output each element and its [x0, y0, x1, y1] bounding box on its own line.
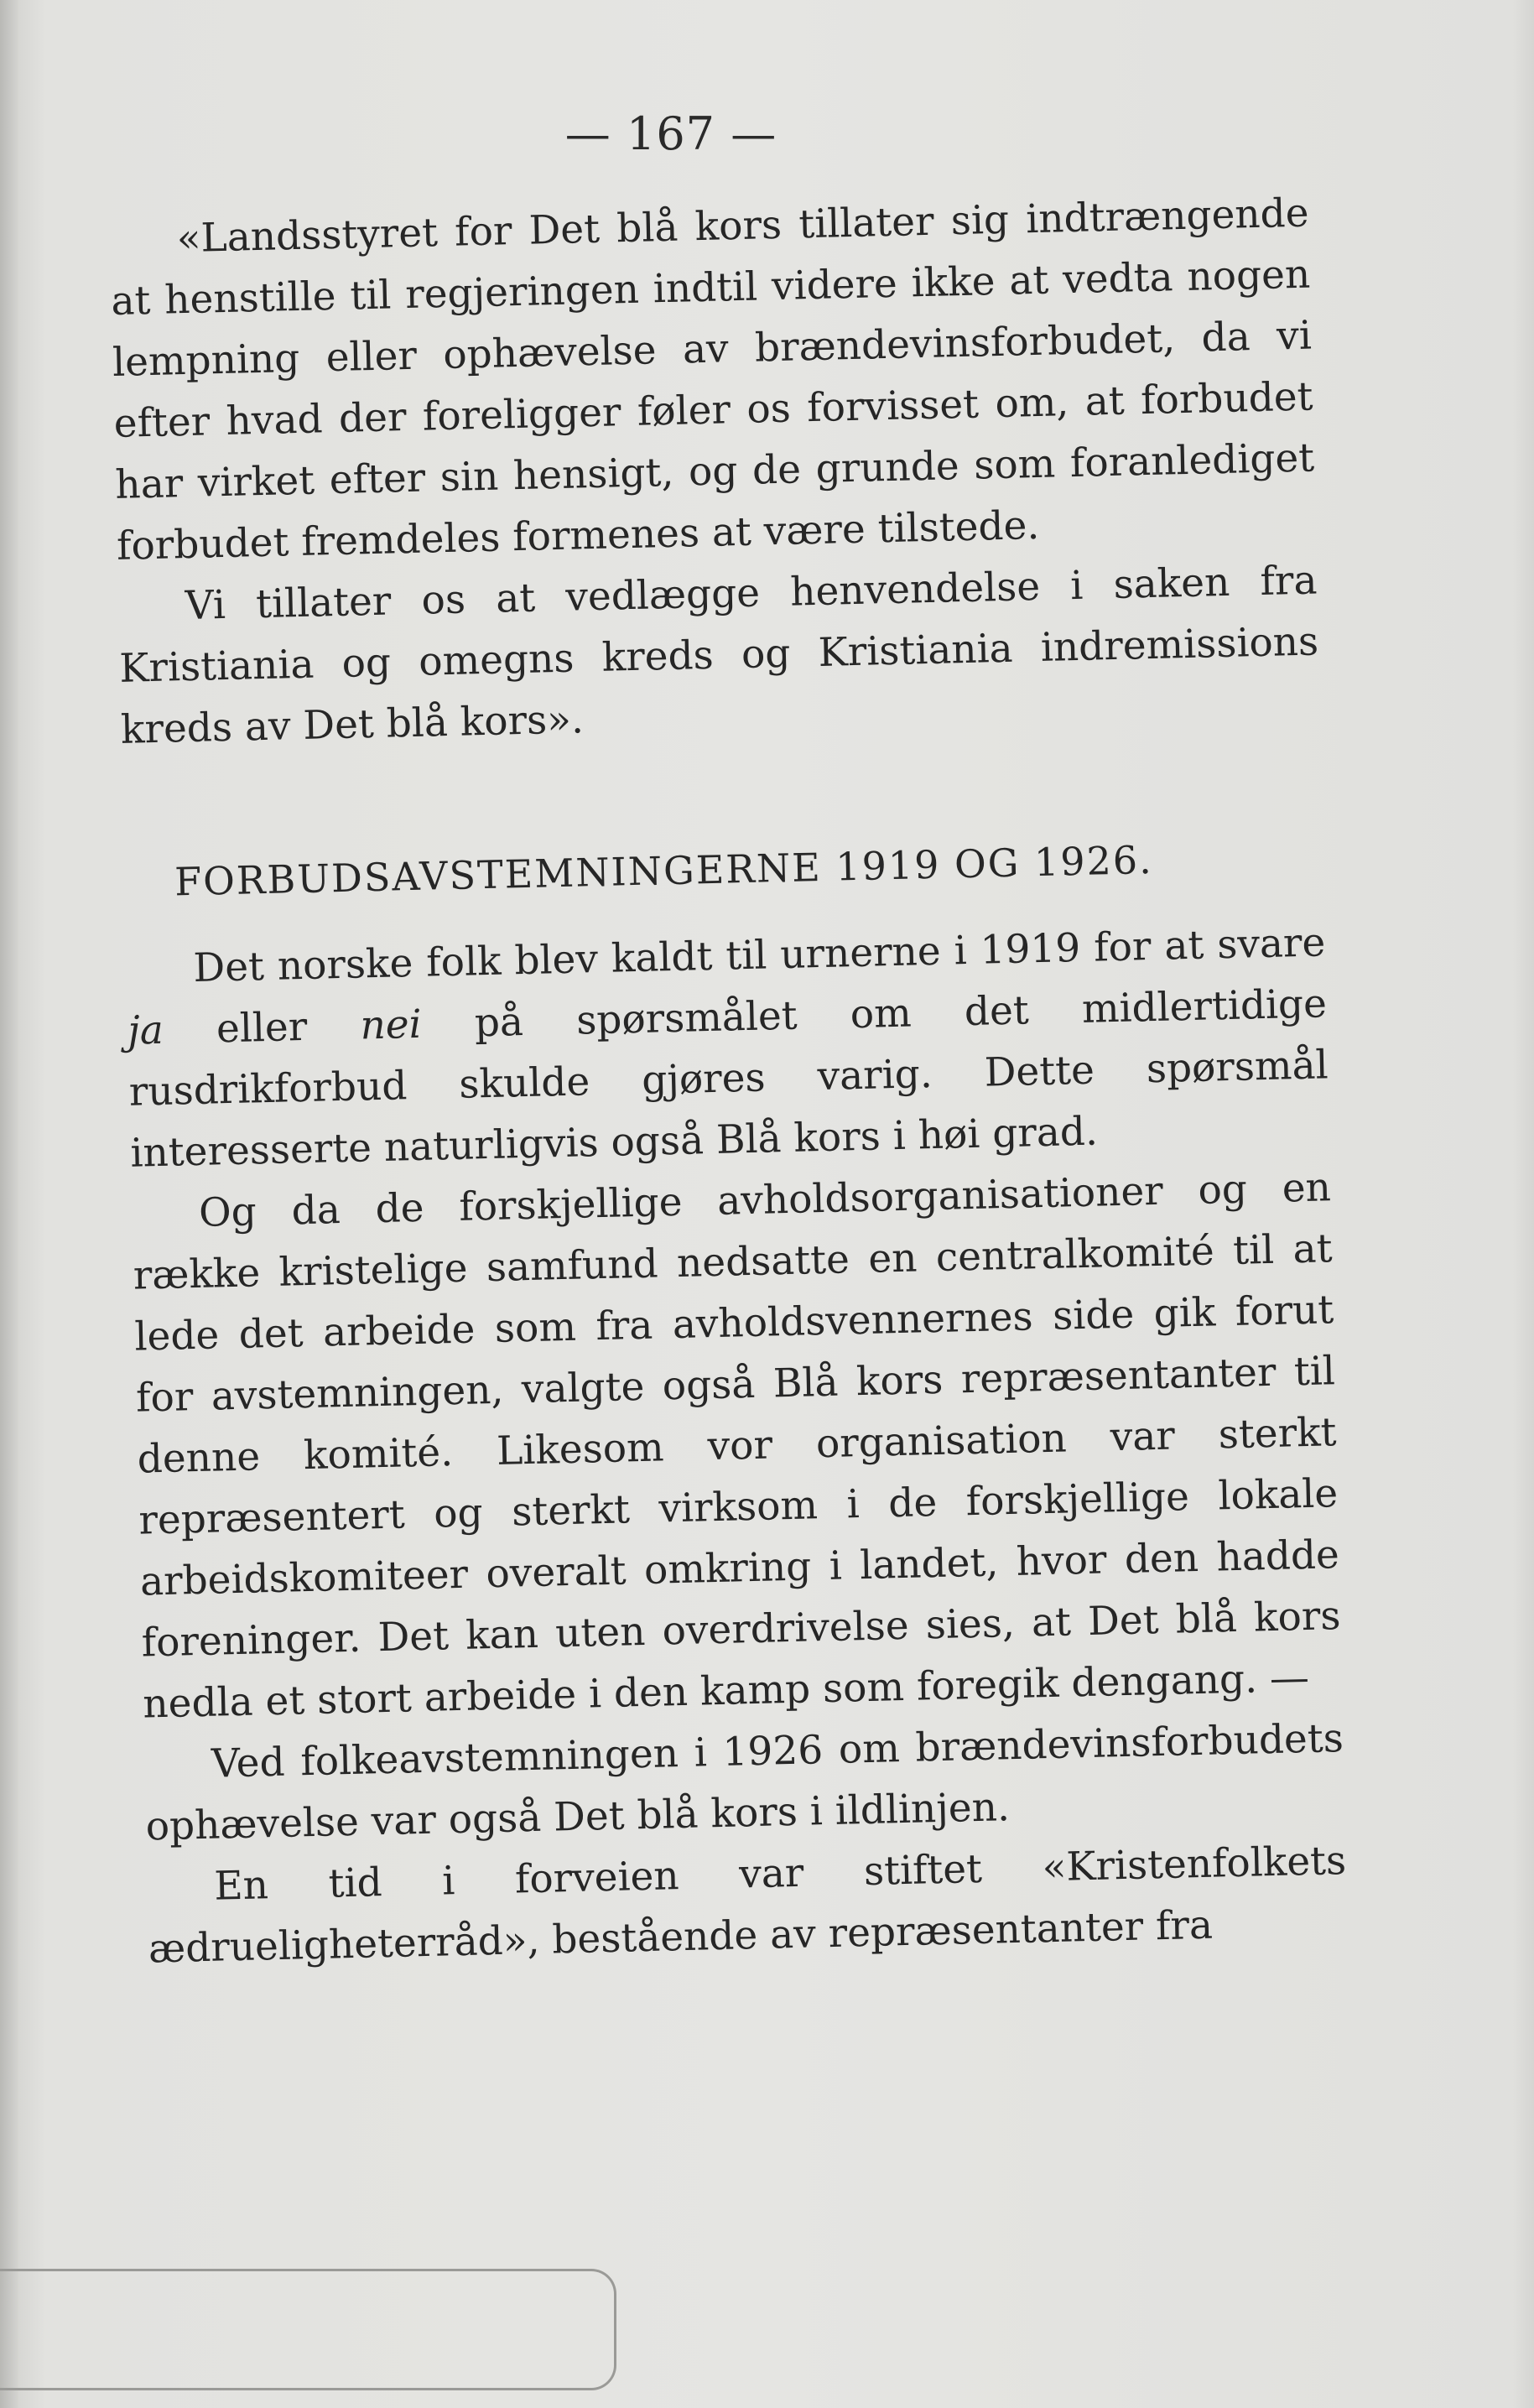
page-left-edge [0, 0, 18, 2408]
library-label-outline [0, 2269, 616, 2390]
paragraph-1 [126, 912, 1330, 1183]
paragraph-1-part-b: eller [163, 1002, 361, 1053]
paragraph-4: En tid i forveien var stiftet «Kristenfolkets ædrueligheterråd», bestående av repræsentanter fra [148, 1838, 1347, 1973]
paragraph-1-part-a: Det norske folk blev kaldt til urnerne i 1919 for at svare [192, 919, 1326, 991]
page-number: — 167 — [564, 107, 777, 160]
page-right-shadow [1512, 0, 1534, 2408]
word-nei: nei [359, 1001, 423, 1049]
body-text [109, 183, 1349, 1980]
paragraph-2: Og da de forskjellige avholdsorganisationer og en række kristelige samfund nedsatte en centralkomité til at lede det arbeide som fra avholdsvennernes side gik forut for avstemningen, valgte også Blå kors repræsentanter til denne komité. Likesom vor organisation var sterkt repræsentert og sterkt virksom i de forskjellige lokale arbeidskomiteer overalt omkring i landet, hvor den hadde foreninger. Det kan uten overdrivelse sies, at Det blå kors nedla et stort arbeide i den kamp som foregik dengang. — [133, 1164, 1342, 1728]
quote-continuation-paragraph: Vi tillater os at vedlægge henvendelse i saken fra Kristiania og omegns kreds og Kristiania indremissions kreds av Det blå kors». [118, 557, 1319, 753]
paragraph-1-part-c: på spørsmålet om det midlertidige rusdrikforbud skulde gjøres varig. Dette spørsmål interesserte naturligvis også Blå kors i høi grad. [128, 980, 1329, 1177]
paragraph-3: Ved folkeavstemningen i 1926 om brændevinsforbudets ophævelse var også Det blå kors i ildlinjen. [145, 1715, 1344, 1850]
section-heading: FORBUDSAVSTEMNINGERNE 1919 OG 1926. [174, 836, 1154, 905]
word-ja: ja [127, 1006, 164, 1054]
quote-paragraph: «Landsstyret for Det blå kors tillater sig indtrængende at henstille til regjeringen indtil videre ikke at vedta nogen lempning eller ophævelse av brændevinsforbudet, da vi efter hvad der foreligger føler os forvisset om, at forbudet har virket efter sin hensigt, og de grunde som foranlediget forbudet fremdeles formenes at være tilstede. [110, 190, 1315, 569]
